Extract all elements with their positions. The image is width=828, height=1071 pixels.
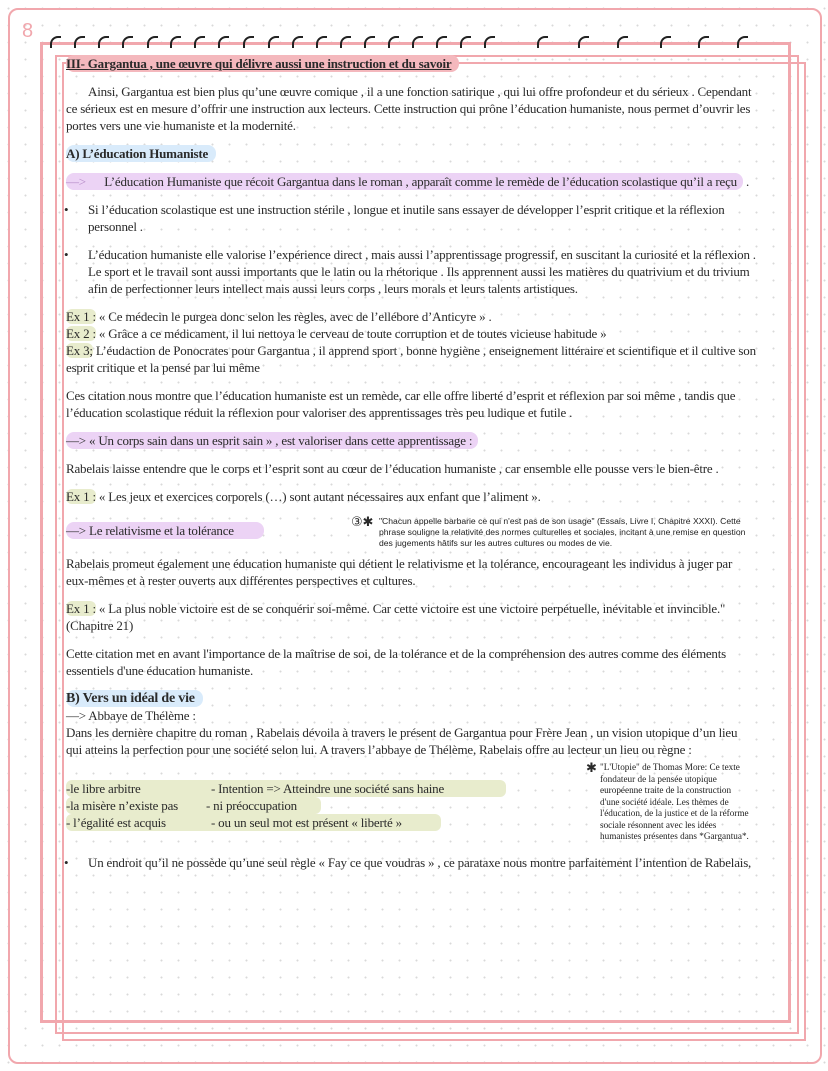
spiral-ring-icon	[243, 36, 254, 48]
abbaye-title: —> Abbaye de Thélème :	[66, 708, 196, 723]
spiral-ring-icon	[292, 36, 303, 48]
spiral-ring-icon	[388, 36, 399, 48]
annotation-star-icon: ③✱	[351, 515, 374, 530]
comment-paragraph: Dans les dernière chapitre du roman , Rabelais dévoila à travers le présent de Gargantua pour Frère Jean , un vision utopique d’un lieu qui atteins la perfection pour une société selon lui. A travers l’abbaye de Thélème, Rabelais offre au lecteur un lieu ou règne :	[66, 725, 738, 757]
arrow-point-3: —> Le relativisme et la tolérance	[66, 522, 264, 539]
spiral-ring-icon	[170, 36, 181, 48]
spiral-ring-icon	[50, 36, 61, 48]
comment-paragraph: Rabelais laisse entendre que le corps et l’esprit sont au cœur de l’éducation humaniste , car ensemble elle pousse vers le bien-être .	[66, 461, 719, 476]
comment-paragraph: Cette citation met en avant l'importance de la maîtrise de soi, de la tolérance et de la compréhension des autres comme des éléments essentiels d'une éducation humaniste.	[66, 646, 726, 678]
example-label: Ex 1 :	[66, 489, 96, 504]
spiral-ring-icon	[364, 36, 375, 48]
example-text: « Les jeux et exercices corporels (…) sont autant nécessaires aux enfant que l’aliment ».	[98, 489, 541, 504]
annotation-star-icon: ✱	[586, 760, 597, 775]
comment-paragraph: Ces citation nous montre que l’éducation humaniste est un remède, car elle offre liberté d’esprit et réflexion par soi même , tandis que l’éducation scolastique réduit la réflexion pour valoriser des apprentissages très peu ludique et futile .	[66, 388, 736, 420]
arrow-point-2: —> « Un corps sain dans un esprit sain » , est valoriser dans cette apprentissage :	[66, 432, 478, 449]
section-a-title: A) L’éducation Humaniste	[66, 145, 216, 162]
spiral-ring-icon	[316, 36, 327, 48]
spiral-ring-icon	[194, 36, 205, 48]
spiral-ring-icon	[268, 36, 279, 48]
arrow-point-1: —> L’éducation Humaniste que récoit Gargantua dans le roman , apparaît comme le remède de l’éducation scolastique qu’il a reçu .	[66, 174, 750, 189]
spiral-ring-icon	[147, 36, 158, 48]
section-heading: III- Gargantua , une œuvre qui délivre aussi une instruction et du savoir	[66, 55, 459, 72]
spiral-ring-icon	[460, 36, 471, 48]
spiral-ring-icon	[578, 36, 589, 48]
spiral-ring-icon	[412, 36, 423, 48]
example-text: « La plus noble victoire est de se conquérir soi-même. Car cette victoire est une victoire perpétuelle, inévitable et invincible." (Chapitre 21)	[66, 601, 726, 633]
side-note-montaigne: "Chacun appelle barbarie ce qui n'est pas de son usage" (Essais, Livre I, Chapitre XXXI). Cette phrase souligne la relativité des normes culturelles et sociales, incitant à une remise en question des jugements hâtifs sur les autres cultures ou modes de vie.	[379, 516, 746, 548]
examples-list: Ex 1 : « Ce médecin le purgea donc selon les règles, avec de l’ellébore d’Anticyre » . Ex 2 : « Grâce a ce médicament, il lui nettoya le cerveau de toute corruption et de toutes vicieuse habitude » Ex 3; L’éudaction de Ponocrates pour Gargantua , il apprend sport , bonne hygiène , enseignement littéraire et scientifique et il cultive son esprit critique et la pensé par lui même	[66, 309, 756, 375]
spiral-ring-icon	[484, 36, 495, 48]
bullet-item: • Si l’éducation scolastique est une instruction stérile , longue et inutile sans essayer de développer l’esprit critique et la réflexion personnel .	[66, 201, 756, 235]
spiral-ring-icon	[617, 36, 628, 48]
rules-list: -le libre arbitre - Intention => Atteindre une société sans haine -la misère n’existe pas - ni préoccupation - l’égalité est acquis - ou un seul mot est présent « liberté »	[66, 762, 586, 831]
spiral-ring-icon	[737, 36, 748, 48]
spiral-ring-icon	[537, 36, 548, 48]
section-b-title: B) Vers un idéal de vie	[66, 690, 203, 707]
example-label: Ex 1 :	[66, 601, 96, 616]
comment-paragraph: Rabelais promeut également une éducation humaniste qui détient le relativisme et la tolérance, encourageant les individus à juger par eux-mêmes et à rester ouverts aux différentes perspectives et cultures.	[66, 556, 733, 588]
spiral-ring-icon	[122, 36, 133, 48]
bullet-item: • Un endroit qu’il ne possède qu’une seul règle « Fay ce que voudras » , ce parataxe nous montre parfaitement l’intention de Rabelais,	[66, 854, 756, 871]
spiral-ring-icon	[218, 36, 229, 48]
spiral-ring-icon	[436, 36, 447, 48]
bullet-item: • L’éducation humaniste elle valorise l’expérience direct , mais aussi l’apprentissage progressif, en suscitant la curiosité et la réflexion . Le sport et le travail sont aussi importants que le latin ou la rhétorique . Ils apprennent aussi les matières du quatrivium et du trivium afin de perfectionner leurs intellect mais aussi leurs corps , leurs morals et leurs talents artistiques.	[66, 246, 756, 297]
spiral-ring-icon	[74, 36, 85, 48]
side-note-utopie: "L'Utopie" de Thomas More: Ce texte fondateur de la pensée utopique européenne traite de la construction d'une société idéale. Les thèmes de l'éducation, de la justice et de la réforme sociale résonnent avec les idées humanistes présentes dans *Gargantua*.	[600, 762, 749, 841]
spiral-ring-icon	[698, 36, 709, 48]
intro-paragraph: Ainsi, Gargantua est bien plus qu’une œuvre comique , il a une fonction satirique , qui lui offre profondeur et du sérieux . Cependant ce sérieux est en mesure d’offrir une instruction aux lecteurs. Cette instruction qui prône l’éducation humaniste, nous permet d’ouvrir les portes vers une vie humaniste et la modernité.	[66, 84, 752, 133]
spiral-ring-icon	[340, 36, 351, 48]
spiral-ring-icon	[660, 36, 671, 48]
spiral-ring-icon	[98, 36, 109, 48]
page-number: 8	[22, 20, 33, 42]
page-content	[66, 55, 756, 871]
